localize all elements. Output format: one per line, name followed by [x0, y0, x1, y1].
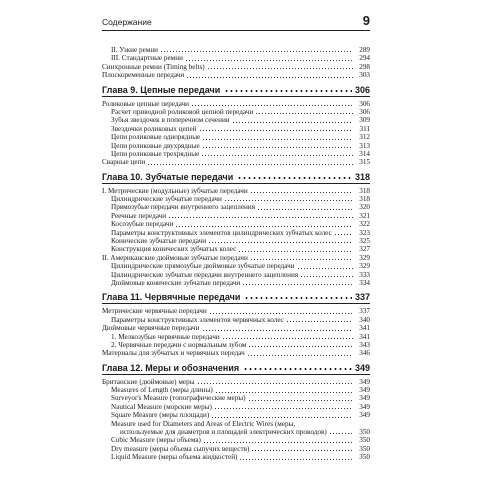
- toc-entry-title: Плоскоременные передачи: [102, 71, 185, 80]
- toc-entry[interactable]: [102, 271, 370, 279]
- chapter-title: Глава 11. Червячные передачи: [102, 292, 241, 303]
- toc-entry-page: 340: [359, 315, 370, 324]
- chapter-title: Глава 9. Цепные передачи: [102, 84, 221, 95]
- dot-leader: [243, 368, 352, 370]
- toc-entry[interactable]: [102, 237, 370, 245]
- chapter-page: 306: [354, 84, 370, 95]
- chapter-page: 318: [354, 171, 370, 182]
- toc-entry-page: 303: [359, 71, 370, 80]
- toc-entry-page: 349: [359, 402, 370, 411]
- dot-leader: [185, 60, 353, 61]
- dot-leader: [250, 259, 353, 260]
- toc-entry-title: Реечные передачи: [111, 211, 167, 220]
- dot-leader: [248, 346, 353, 347]
- toc-entry-title: Прямозубые передачи внутреннего зацепления: [111, 203, 256, 212]
- chapter-heading[interactable]: [102, 290, 370, 304]
- toc-entry-title: Цилиндрические прямозубые дюймовые зубчатые передачи: [111, 262, 295, 271]
- dot-leader: [250, 192, 353, 193]
- table-of-contents: [102, 31, 370, 462]
- toc-entry-title: Роликовые цепные передачи: [102, 99, 189, 108]
- toc-entry-page: 311: [359, 124, 370, 133]
- toc-entry-title: Measure used for Diameters and Areas of Electric Wires (меры,: [111, 419, 296, 428]
- dot-leader: [329, 433, 353, 434]
- toc-entry[interactable]: [102, 203, 370, 211]
- toc-entry-page: 321: [359, 211, 370, 220]
- toc-entry-title: III. Стандартные ремни: [111, 54, 183, 63]
- toc-entry[interactable]: [102, 71, 370, 79]
- dot-leader: [168, 217, 353, 218]
- toc-entry-page: 329: [359, 253, 370, 262]
- page-number: 9: [362, 13, 370, 28]
- toc-entry-title: Сварные цепи: [102, 158, 146, 167]
- toc-entry-title: Nautical Measure (морские меры): [111, 402, 212, 411]
- toc-entry-page: 329: [359, 262, 370, 271]
- toc-entry[interactable]: [102, 108, 370, 116]
- toc-entry-title: Параметры конструктивных элементов червячных колес: [111, 315, 284, 324]
- toc-entry-title: Cubic Measure (меры объема): [111, 436, 201, 445]
- toc-entry-page: 325: [359, 237, 370, 246]
- running-head-title: Содержание: [102, 17, 152, 27]
- toc-entry[interactable]: [102, 279, 370, 287]
- dot-leader: [207, 68, 353, 69]
- dot-leader: [222, 338, 353, 339]
- toc-entry-page: 309: [359, 116, 370, 125]
- toc-entry-page: 306: [359, 107, 370, 116]
- toc-entry-page: 323: [359, 228, 370, 237]
- toc-entry[interactable]: [102, 125, 370, 133]
- toc-entry-title: Синхронные ремни (Timing belts): [102, 62, 205, 71]
- dot-leader: [255, 113, 353, 114]
- toc-entry-page: 306: [359, 99, 370, 108]
- toc-entry[interactable]: [102, 220, 370, 228]
- toc-entry-page: 294: [359, 54, 370, 63]
- toc-entry[interactable]: [102, 100, 370, 108]
- toc-entry[interactable]: [102, 142, 370, 150]
- toc-top-spacer: [102, 31, 370, 46]
- dot-leader: [208, 242, 353, 243]
- toc-entry-page: 349: [359, 377, 370, 386]
- toc-entry-title: Цепи роликовые однорядные: [111, 133, 201, 142]
- chapter-page: 349: [354, 362, 370, 373]
- toc-entry-page: 327: [359, 245, 370, 254]
- toc-entry[interactable]: [102, 54, 370, 62]
- toc-entry-title: II. Узкие ремни: [111, 45, 159, 54]
- dot-leader: [175, 226, 353, 227]
- toc-entry[interactable]: [102, 116, 370, 124]
- toc-entry-page: 334: [359, 278, 370, 287]
- toc-entry[interactable]: [102, 133, 370, 141]
- toc-entry-title: Звездочки роликовых цепей: [111, 124, 197, 133]
- toc-entry-page: 349: [359, 411, 370, 420]
- dot-leader: [214, 408, 353, 409]
- toc-entry[interactable]: [102, 403, 370, 411]
- toc-entry-title: I. Метрические (модульные) зубчатые передачи: [102, 186, 248, 195]
- toc-entry-page: 337: [359, 307, 370, 316]
- toc-entry-page: 349: [359, 394, 370, 403]
- toc-entry-page: 322: [359, 220, 370, 229]
- dot-leader: [160, 51, 353, 52]
- toc-entry[interactable]: [102, 158, 370, 166]
- toc-entry-title: Конструкция конических зубчатых колес: [111, 245, 237, 254]
- dot-leader: [202, 330, 354, 331]
- toc-entry-page: 312: [359, 133, 370, 142]
- toc-entry-title: Цепи роликовые трехрядные: [111, 149, 200, 158]
- toc-entry-page: 343: [359, 340, 370, 349]
- toc-entry[interactable]: [102, 453, 370, 461]
- toc-entry-title: 1. Мелкозубые червячные передачи: [111, 332, 220, 341]
- toc-entry-title: Liquid Measure (меры объема жидкостей): [111, 453, 238, 462]
- dot-leader: [197, 383, 353, 384]
- toc-entry[interactable]: [102, 316, 370, 324]
- toc-entry[interactable]: [102, 63, 370, 71]
- chapter-page: 337: [354, 292, 370, 303]
- dot-leader: [224, 200, 353, 201]
- toc-entry[interactable]: [102, 229, 370, 237]
- toc-entry-page: 350: [359, 453, 370, 462]
- running-head: [102, 0, 370, 31]
- dot-leader: [232, 122, 353, 123]
- dot-leader: [242, 284, 353, 285]
- dot-leader: [247, 355, 353, 356]
- toc-entry[interactable]: [102, 245, 370, 253]
- toc-entry-page: 349: [359, 386, 370, 395]
- toc-entry[interactable]: [102, 411, 370, 419]
- dot-leader: [251, 450, 353, 451]
- chapter-heading[interactable]: [102, 83, 370, 97]
- toc-entry-page: 333: [359, 270, 370, 279]
- toc-entry-page: 313: [359, 141, 370, 150]
- toc-entry[interactable]: [102, 436, 370, 444]
- toc-entry[interactable]: [102, 445, 370, 453]
- toc-entry-title: Square Measure (меры площади): [111, 411, 210, 420]
- toc-entry[interactable]: [102, 254, 370, 262]
- toc-entry[interactable]: [102, 212, 370, 220]
- dot-leader: [257, 209, 353, 210]
- toc-entry-page: 350: [359, 444, 370, 453]
- toc-entry-title: Surveyor's Measure (топографические меры): [111, 394, 246, 403]
- toc-entry[interactable]: [102, 195, 370, 203]
- toc-entry-title: Дюймовые конические зубчатые передачи: [111, 278, 241, 287]
- toc-entry-title: Косозубые передачи: [111, 220, 174, 229]
- chapter-heading[interactable]: [102, 170, 370, 184]
- toc-entry-title: Цилиндрические зубчатые передачи: [111, 195, 222, 204]
- toc-entry[interactable]: [102, 420, 370, 428]
- toc-entry-page: 341: [359, 332, 370, 341]
- toc-entry-page: 341: [359, 324, 370, 333]
- dot-leader: [239, 459, 353, 460]
- dot-leader: [297, 268, 353, 269]
- dot-leader: [244, 297, 352, 299]
- toc-entry-page: 318: [359, 186, 370, 195]
- toc-entry[interactable]: [102, 324, 370, 332]
- toc-entry-page: 350: [359, 436, 370, 445]
- dot-leader: [211, 417, 353, 418]
- toc-entry-page: 318: [359, 195, 370, 204]
- toc-entry-title: Dry measure (меры объема сыпучих веществ): [111, 444, 250, 453]
- toc-entry-title: Дюймовые червячные передачи: [102, 324, 200, 333]
- toc-entry-title: Measures of Length (меры длины): [111, 386, 213, 395]
- toc-entry-page: 298: [359, 62, 370, 71]
- toc-entry[interactable]: [102, 150, 370, 158]
- dot-leader: [238, 251, 353, 252]
- toc-entry[interactable]: [102, 262, 370, 270]
- dot-leader: [248, 400, 353, 401]
- toc-entry[interactable]: [102, 395, 370, 403]
- dot-leader: [203, 442, 353, 443]
- toc-entry-page: 315: [359, 158, 370, 167]
- dot-leader: [191, 105, 353, 106]
- dot-leader: [147, 164, 353, 165]
- dot-leader: [201, 155, 353, 156]
- toc-entry-title: Параметры конструктивных элементов цилиндрических зубчатых колес: [111, 228, 332, 237]
- chapter-title: Глава 12. Меры и обозначения: [102, 362, 240, 373]
- dot-leader: [202, 139, 353, 140]
- toc-entry-title: Британские (дюймовые) меры: [102, 377, 195, 386]
- toc-entry-page: 320: [359, 203, 370, 212]
- toc-entry[interactable]: [102, 187, 370, 195]
- dot-leader: [199, 130, 353, 131]
- toc-entry[interactable]: [102, 333, 370, 341]
- dot-leader: [215, 392, 353, 393]
- chapter-title: Глава 10. Зубчатые передачи: [102, 171, 234, 182]
- toc-entry-title: 2. Червячные передачи с нормальным зубом: [111, 340, 247, 349]
- dot-leader: [286, 321, 353, 322]
- toc-entry-title: Зубья звездочек в поперечном сечении: [111, 116, 230, 125]
- dot-leader: [209, 313, 353, 314]
- chapter-heading[interactable]: [102, 361, 370, 375]
- toc-entry-title: Цилиндрические зубчатые передачи внутреннего зацепления: [111, 270, 299, 279]
- toc-entry-title: II. Американские дюймовые зубчатые передачи: [102, 253, 248, 262]
- toc-entry-page: 346: [359, 349, 370, 358]
- dot-leader: [334, 234, 353, 235]
- dot-leader: [186, 77, 353, 78]
- toc-entry[interactable]: [102, 341, 370, 349]
- dot-leader: [300, 276, 353, 277]
- toc-entry-page: 350: [359, 428, 370, 437]
- toc-entry[interactable]: [102, 386, 370, 394]
- toc-entry[interactable]: [102, 428, 370, 436]
- toc-entry-title: Расчет приводной роликовой цепной передачи: [111, 107, 254, 116]
- toc-entry-title: Цепи роликовые двухрядные: [111, 141, 200, 150]
- toc-entry-title: Конические зубчатые передачи: [111, 237, 207, 246]
- toc-entry-page: 314: [359, 149, 370, 158]
- toc-entry[interactable]: [102, 378, 370, 386]
- toc-entry[interactable]: [102, 307, 370, 315]
- toc-entry-title: используемые для диаметров и площадей электрических проводов): [120, 428, 327, 437]
- toc-entry-title: Материалы для зубчатых и червячных передач: [102, 349, 245, 358]
- toc-entry-title: Метрические червячные передачи: [102, 307, 207, 316]
- toc-entry[interactable]: [102, 349, 370, 357]
- dot-leader: [224, 90, 352, 92]
- dot-leader: [237, 177, 352, 179]
- dot-leader: [202, 147, 353, 148]
- toc-entry-page: 289: [359, 45, 370, 54]
- toc-entry[interactable]: [102, 46, 370, 54]
